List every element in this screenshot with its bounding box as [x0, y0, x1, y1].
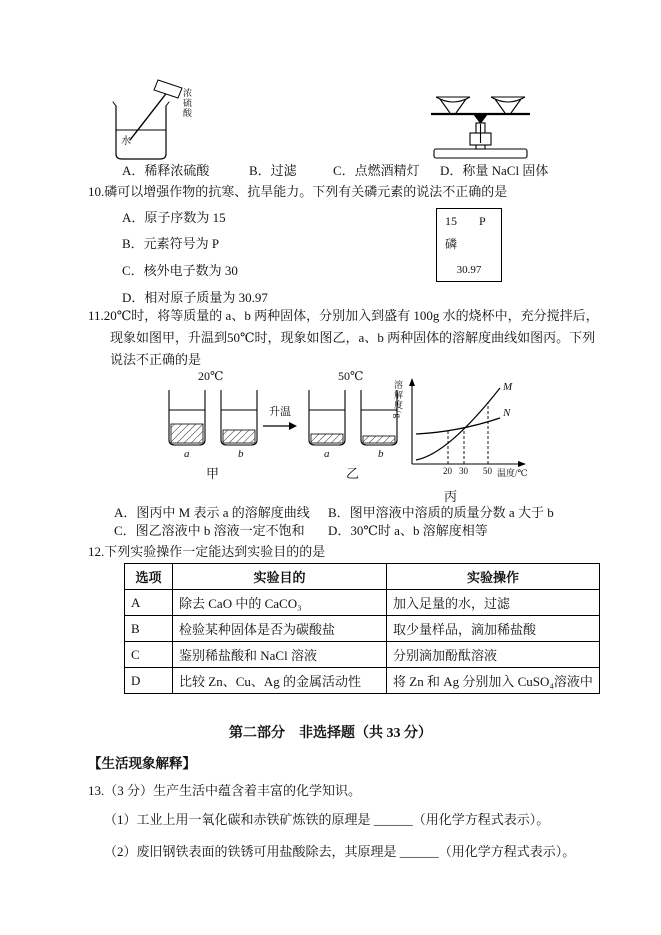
q12-cell: 将 Zn 和 Ag 分别加入 CuSO₄溶液中 [387, 668, 600, 694]
heating-arrow-icon [263, 420, 297, 432]
q11-option-d: D．30℃时 a、b 溶解度相等 [328, 523, 488, 538]
q11-stem-line-3: 说法不正确的是 [110, 352, 202, 367]
q12-cell: 除去 CaO 中的 CaCO₃ [173, 590, 387, 616]
section2-tag: 【生活现象解释】 [88, 756, 196, 771]
q12-cell: 加入足量的水，过滤 [387, 590, 600, 616]
element-atomic-number: 15 [445, 214, 457, 228]
q13-item-2: （2）废旧钢铁表面的铁锈可用盐酸除去，其原理是 ______（用化学方程式表示）。 [104, 844, 576, 859]
q10-option-a: A．原子序数为 15 [122, 210, 226, 225]
beaker-b-label-yi: b [378, 448, 384, 460]
graph-ylabel: 溶解度/g [393, 380, 403, 420]
element-name: 磷 [445, 237, 458, 251]
q13-item-1: （1）工业上用一氧化碳和赤铁矿炼铁的原理是 ______（用化学方程式表示）。 [104, 812, 550, 827]
q9-option-d: D．称量 NaCl 固体 [440, 163, 549, 178]
beaker-a-label-yi: a [324, 448, 330, 460]
beaker-group-jia-figure [160, 386, 265, 448]
q12-table-row-d [125, 668, 600, 694]
q10-stem: 10.磷可以增强作物的抗寒、抗旱能力。下列有关磷元素的说法不正确的是 [88, 184, 508, 199]
q13-stem: 13.（3 分）生产生活中蕴含着丰富的化学知识。 [88, 783, 362, 798]
balance-figure [423, 76, 538, 166]
q12-table-header-row [125, 564, 600, 590]
graph-label-bing: 丙 [444, 489, 458, 504]
acid-label: 浓硫酸 [182, 88, 192, 118]
q11-option-a: A．图丙中 M 表示 a 的溶解度曲线 [114, 505, 310, 520]
q12-cell: D [125, 668, 173, 694]
q10-option-b: B．元素符号为 P [122, 236, 220, 251]
heating-arrow-label: 升温 [269, 406, 291, 418]
q12-cell: 鉴别稀盐酸和 NaCl 溶液 [173, 642, 387, 668]
curve-n-label: N [503, 407, 511, 419]
q12-stem: 12.下列实验操作一定能达到实验目的的是 [88, 544, 326, 559]
q12-table-row-a [125, 590, 600, 616]
q11-option-c: C．图乙溶液中 b 溶液一定不饱和 [114, 523, 305, 538]
q12-header-operation: 实验操作 [387, 564, 600, 590]
q9-option-a: A．稀释浓硫酸 [122, 163, 210, 178]
water-label: 水 [121, 136, 131, 147]
section2-title: 第二部分 非选择题（共 33 分） [229, 726, 432, 741]
temp-label-left: 20℃ [198, 369, 224, 383]
q12-table-row-b [125, 616, 600, 642]
q12-header-purpose: 实验目的 [173, 564, 387, 590]
q10-option-d: D．相对原子质量为 30.97 [122, 290, 268, 305]
q9-option-b: B．过滤 [249, 163, 297, 178]
graph-xlabel: 温度/℃ [497, 468, 528, 478]
q12-cell: B [125, 616, 173, 642]
group-label-jia: 甲 [206, 466, 220, 481]
group-label-yi: 乙 [346, 466, 360, 481]
q12-cell: 检验某种固体是否为碳酸盐 [173, 616, 387, 642]
curve-m-label: M [503, 381, 513, 393]
q12-header-option: 选项 [125, 564, 173, 590]
q11-stem-line-2: 现象如图甲，升温到50℃时，现象如图乙，a、b 两种固体的溶解度曲线如图丙。下列 [110, 330, 596, 345]
q11-stem-line-1: 11.20℃时，将等质量的 a、b 两种固体，分别加入到盛有 100g 水的烧杯中，充分搅拌后， [88, 308, 599, 323]
element-symbol: P [479, 214, 486, 228]
q12-cell: A [125, 590, 173, 616]
q12-cell: 取少量样品，滴加稀盐酸 [387, 616, 600, 642]
beaker-a-label-jia: a [184, 448, 190, 460]
q12-table [124, 563, 600, 694]
q12-cell: 分别滴加酚酞溶液 [387, 642, 600, 668]
q10-option-c: C．核外电子数为 30 [122, 263, 238, 278]
temp-label-right: 50℃ [338, 369, 364, 383]
q12-table-row-c [125, 642, 600, 668]
element-cell-box [436, 208, 502, 282]
q12-cell: C [125, 642, 173, 668]
element-mass: 30.97 [456, 264, 482, 276]
q11-option-b: B．图甲溶液中溶质的质量分数 a 大于 b [328, 505, 554, 520]
graph-xtick-20: 20 [443, 466, 452, 476]
graph-xtick-50: 50 [483, 466, 492, 476]
q9-option-c: C．点燃酒精灯 [333, 163, 420, 178]
beaker-b-label-jia: b [238, 448, 244, 460]
graph-xtick-30: 30 [459, 466, 468, 476]
q12-cell: 比较 Zn、Cu、Ag 的金属活动性 [173, 668, 387, 694]
